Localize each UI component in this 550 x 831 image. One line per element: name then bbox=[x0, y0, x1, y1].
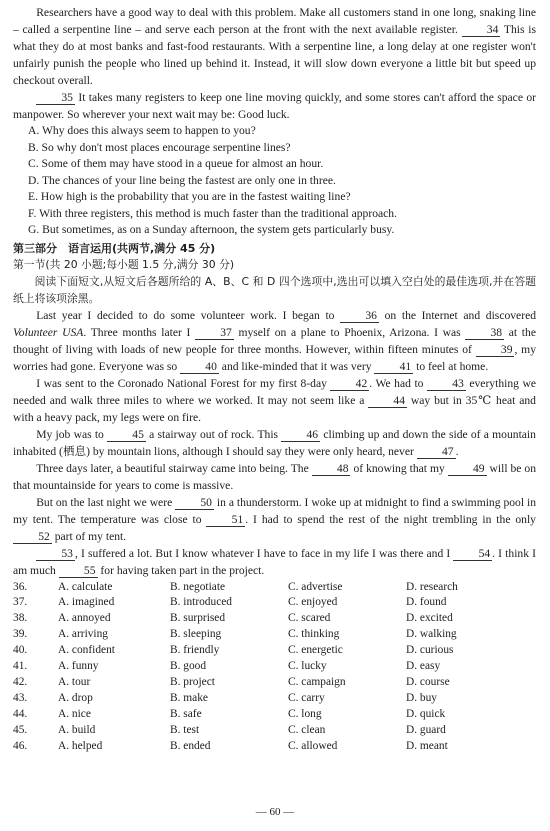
answer-blank: 42 bbox=[330, 378, 369, 391]
passage-paragraph bbox=[13, 89, 536, 123]
option-b: B. friendly bbox=[170, 644, 220, 657]
option-c: C. carry bbox=[288, 691, 325, 704]
option-b: B. project bbox=[170, 675, 215, 688]
answer-blank: 35 bbox=[36, 92, 75, 105]
option-d: D. found bbox=[406, 596, 447, 609]
answer-blank: 51 bbox=[206, 514, 245, 527]
answer-option-row bbox=[13, 627, 536, 643]
option-c: C. allowed bbox=[288, 739, 338, 752]
answer-blank: 45 bbox=[107, 429, 146, 442]
answer-blank: 54 bbox=[453, 548, 492, 561]
option-b: B. good bbox=[170, 660, 207, 673]
option-c: C. clean bbox=[288, 723, 326, 736]
option-c: C. energetic bbox=[288, 644, 343, 657]
answer-blank: 43 bbox=[427, 378, 466, 391]
question-number: 43. bbox=[13, 691, 28, 704]
option-d: D. excited bbox=[406, 612, 453, 625]
option-item: G. But sometimes, as on a Sunday afternoon, the system gets particularly busy. bbox=[28, 223, 395, 236]
question-number: 42. bbox=[13, 675, 28, 688]
option-a: A. build bbox=[58, 723, 96, 736]
answer-option-row bbox=[13, 675, 536, 691]
option-a: A. helped bbox=[58, 739, 103, 752]
passage-text: Researchers have a good way to deal with this problem. Make all customers stand in one long, snaking line – called a serpentine line – and serve each person at the front with the next available register. bbox=[13, 6, 536, 36]
question-number: 45. bbox=[13, 723, 28, 736]
option-d: D. curious bbox=[406, 644, 454, 657]
passage-text: It takes many registers to keep one line moving quickly, and some stores can't afford the space or manpower. So wherever your next wait may be: Good luck. bbox=[13, 91, 536, 121]
answer-blank: 36 bbox=[340, 310, 379, 323]
answer-options-table bbox=[13, 580, 536, 755]
option-d: D. walking bbox=[406, 628, 457, 641]
passage-paragraph: 53 , I suffered a lot. But I know whatever I have to face in my life I was there and I 54 . I think I am much 55 for having taken part in the project. bbox=[13, 546, 536, 577]
option-b: B. make bbox=[170, 691, 208, 704]
option-d: D. easy bbox=[406, 660, 441, 673]
answer-blank: 47 bbox=[417, 446, 456, 459]
option-c: C. scared bbox=[288, 612, 331, 625]
option-a: A. drop bbox=[58, 691, 93, 704]
option-c: C. campaign bbox=[288, 675, 346, 688]
answer-blank: 46 bbox=[281, 429, 320, 442]
option-a: A. confident bbox=[58, 644, 115, 657]
answer-option-row bbox=[13, 739, 536, 755]
option-c: C. advertise bbox=[288, 580, 343, 593]
answer-option-row bbox=[13, 643, 536, 659]
option-a: A. tour bbox=[58, 675, 91, 688]
option-d: D. buy bbox=[406, 691, 438, 704]
passage-paragraph: I was sent to the Coronado National Forest for my first 8-day 42 . We had to 43 everything we needed and walk three miles to where we worked. It may not seem like a 44 way but in 35℃ heat and with a heavy pack, my legs were on fire. bbox=[13, 376, 536, 424]
question-number: 37. bbox=[13, 596, 28, 609]
answer-blank: 37 bbox=[195, 327, 234, 340]
answer-option-row bbox=[13, 611, 536, 627]
answer-blank: 49 bbox=[448, 463, 487, 476]
passage-paragraph bbox=[13, 4, 536, 89]
option-d: D. guard bbox=[406, 723, 446, 736]
option-b: B. surprised bbox=[170, 612, 226, 625]
option-a: A. funny bbox=[58, 660, 99, 673]
answer-blank: 48 bbox=[312, 463, 351, 476]
question-number: 41. bbox=[13, 660, 28, 673]
option-c: C. enjoyed bbox=[288, 596, 338, 609]
answer-option-row bbox=[13, 580, 536, 596]
answer-option-row bbox=[13, 595, 536, 611]
question-number: 44. bbox=[13, 707, 28, 720]
section-heading: 第三部分 语言运用(共两节,满分 45 分) bbox=[13, 241, 216, 255]
answer-blank: 34 bbox=[462, 24, 501, 37]
option-item: D. The chances of your line being the fastest are only one in three. bbox=[28, 173, 336, 187]
subsection-heading: 第一节(共 20 小题;每小题 1.5 分,满分 30 分) bbox=[13, 257, 235, 271]
passage-paragraph: Last year I decided to do some volunteer work. I began to 36 on the Internet and discovered Volunteer USA. Three months later I 37 myself on a plane to Phoenix, Arizona. I was 38 at the thought of living with loads of new people for three months. However, within fifteen minutes of 39 , my worries had gone. Everyone was so 40 and like-minded that it was very 41 to feel at home. bbox=[13, 308, 537, 373]
answer-blank: 44 bbox=[368, 395, 407, 408]
option-a: A. annoyed bbox=[58, 612, 111, 625]
passage-paragraph: But on the last night we were 50 in a thunderstorm. I woke up at midnight to find a swimming pool in my tent. The temperature was close to 51 . I had to spend the rest of the night trembling in the only 52 part of my tent. bbox=[13, 495, 536, 543]
question-number: 38. bbox=[13, 612, 28, 625]
answer-blank: 53 bbox=[36, 548, 75, 561]
answer-blank: 55 bbox=[59, 565, 98, 578]
option-d: D. meant bbox=[406, 739, 448, 752]
option-item: B. So why don't most places encourage serpentine lines? bbox=[28, 140, 291, 154]
option-a: A. arriving bbox=[58, 628, 108, 641]
option-c: C. lucky bbox=[288, 660, 327, 673]
option-item: C. Some of them may have stood in a queue for almost an hour. bbox=[28, 157, 324, 170]
option-d: D. research bbox=[406, 580, 458, 593]
answer-option-row bbox=[13, 723, 536, 739]
instruction-text: 阅读下面短文,从短文后各题所给的 A、B、C 和 D 四个选项中,选出可以填入空白处的最佳选项,并在答题纸上将该项涂黑。 bbox=[13, 274, 536, 305]
passage-paragraph: Three days later, a beautiful stairway came into being. The 48 of knowing that my 49 will be on that mountainside for years to come is massive. bbox=[13, 461, 536, 492]
option-a: A. nice bbox=[58, 707, 91, 720]
option-a: A. imagined bbox=[58, 596, 115, 609]
answer-option-row bbox=[13, 707, 536, 723]
option-a: A. calculate bbox=[58, 580, 113, 593]
option-c: C. long bbox=[288, 707, 322, 720]
italic-title: Volunteer USA bbox=[13, 325, 84, 339]
question-number: 36. bbox=[13, 580, 28, 593]
option-d: D. quick bbox=[406, 707, 446, 720]
option-b: B. ended bbox=[170, 739, 211, 752]
question-number: 46. bbox=[13, 739, 28, 752]
question-number: 40. bbox=[13, 644, 28, 657]
page-number: — 60 — bbox=[255, 806, 295, 818]
option-b: B. introduced bbox=[170, 596, 233, 609]
option-list bbox=[13, 123, 536, 239]
answer-option-row bbox=[13, 691, 536, 707]
answer-blank: 39 bbox=[476, 344, 515, 357]
option-b: B. safe bbox=[170, 707, 202, 720]
option-d: D. course bbox=[406, 675, 450, 688]
option-b: B. sleeping bbox=[170, 628, 222, 641]
passage-paragraph: My job was to 45 a stairway out of rock. This 46 climbing up and down the side of a mountain inhabited (栖息) by mountain lions, although I should say they were only heard, never 47 . bbox=[13, 427, 536, 458]
answer-blank: 38 bbox=[465, 327, 504, 340]
answer-blank: 40 bbox=[180, 361, 219, 374]
answer-blank: 52 bbox=[13, 531, 52, 544]
option-item: F. With three registers, this method is much faster than the traditional approach. bbox=[28, 206, 397, 220]
answer-option-row bbox=[13, 659, 536, 675]
option-b: B. negotiate bbox=[170, 580, 226, 593]
answer-blank: 50 bbox=[175, 497, 214, 510]
option-b: B. test bbox=[170, 723, 200, 736]
question-number: 39. bbox=[13, 628, 28, 641]
option-c: C. thinking bbox=[288, 628, 340, 641]
option-item: A. Why does this always seem to happen to you? bbox=[28, 124, 256, 137]
answer-blank: 41 bbox=[374, 361, 413, 374]
passage-text: This is what they do at most banks and fast-food restaurants. With a serpentine line, a long delay at one register won't unfairly punish the people who lined up behind it. Instead, it will slow down everyone a little bit but speed up checkout overall. bbox=[13, 23, 536, 87]
option-item: E. How high is the probability that you are in the fastest waiting line? bbox=[28, 190, 351, 203]
